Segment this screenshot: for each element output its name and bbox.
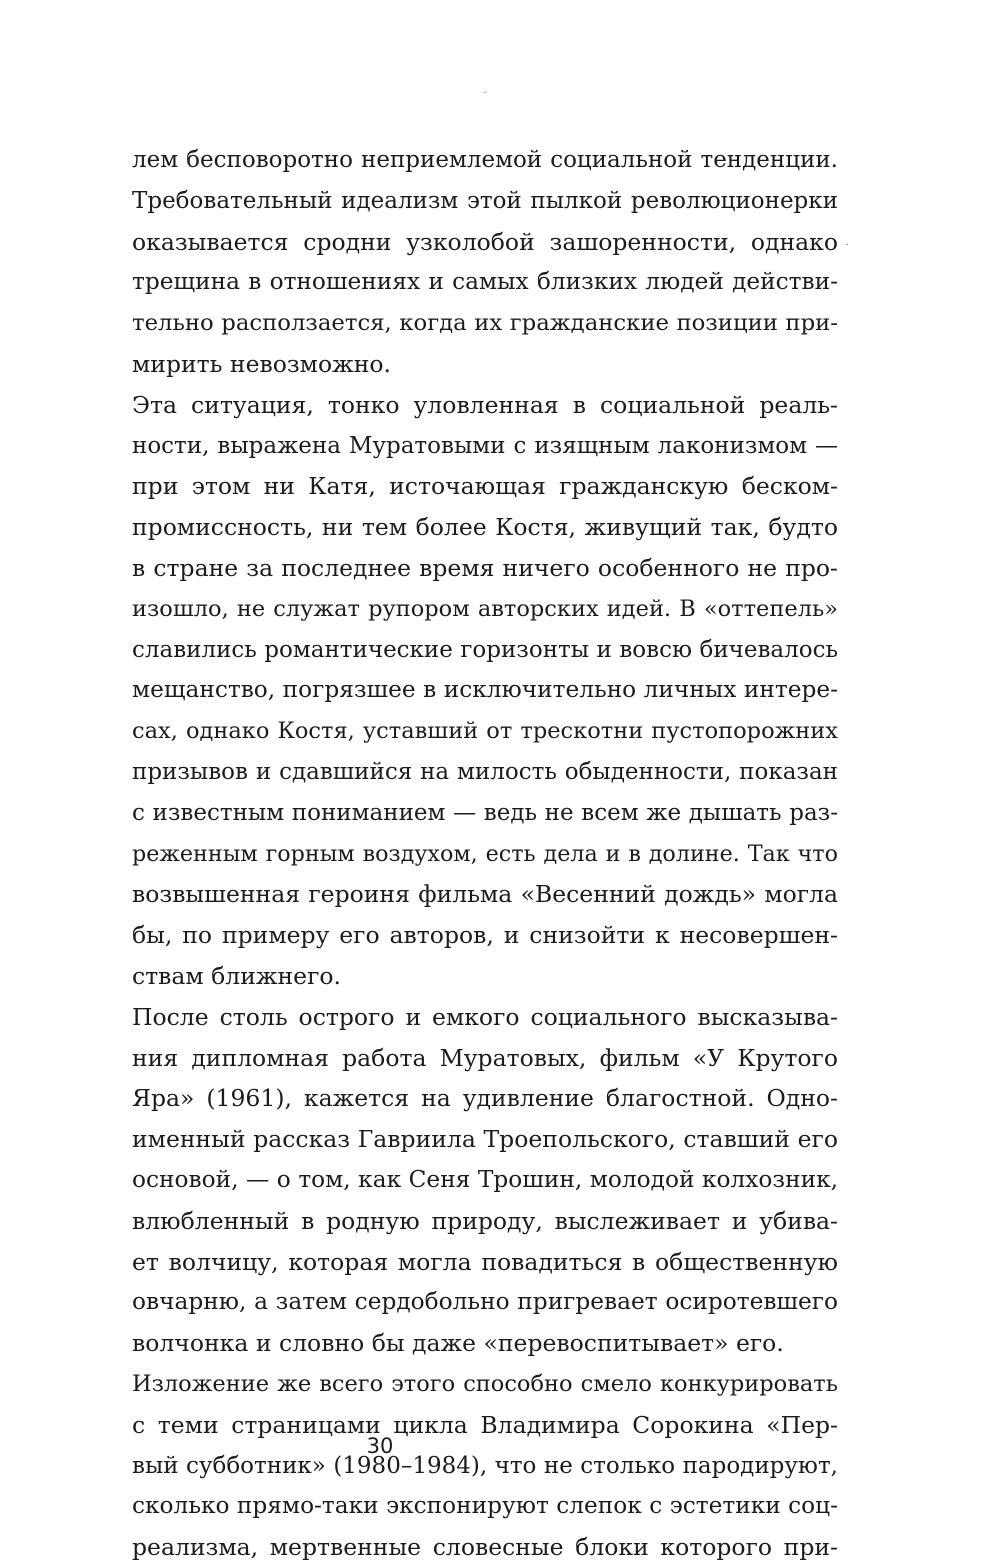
text-line: мещанство, погрязшее в исключительно личных интере- xyxy=(132,676,838,704)
text-line: оказывается сродни узколобой зашоренности, однако xyxy=(132,227,838,256)
text-line: мирить невозможно. xyxy=(132,349,392,378)
text-line: сколько прямо-таки экспонируют слепок с эстетики соц- xyxy=(132,1492,838,1520)
body-text xyxy=(132,140,838,1568)
text-line: сах, однако Костя, уставший от трескотни пустопорожних xyxy=(132,718,838,745)
text-line: ет волчицу, которая могла повадиться в общественную xyxy=(132,1247,838,1276)
text-line: реженным горным воздухом, есть дела и в долине. Так что xyxy=(132,840,838,867)
text-line: призывов и сдавшийся на милость обыденности, показан xyxy=(132,758,838,785)
text-line: лем бесповоротно неприемлемой социальной тенденции. xyxy=(132,147,838,173)
text-line: ности, выражена Муратовыми с изящным лаконизмом — xyxy=(132,432,838,459)
text-line: волчонка и словно бы даже «перевоспитывает» его. xyxy=(132,1329,784,1358)
text-line: в стране за последнее время ничего особенного не про- xyxy=(132,553,838,582)
text-line: тельно расползается, когда их гражданские позиции при- xyxy=(132,310,838,337)
text-line: Требовательный идеализм этой пылкой революционерки xyxy=(132,187,838,214)
page-number: 30 xyxy=(366,1434,394,1458)
text-line: ния дипломная работа Муратовых, фильм «У Крутого xyxy=(132,1043,838,1072)
text-line: промиссность, ни тем более Костя, живущий так, будто xyxy=(132,513,838,542)
text-line: с теми страницами цикла Владимира Сорокина «Пер- xyxy=(132,1410,838,1439)
text-line: Эта ситуация, тонко уловленная в социальной реаль- xyxy=(132,390,838,419)
text-line: при этом ни Катя, источающая гражданскую беском- xyxy=(132,472,838,501)
text-line: именный рассказ Гавриила Троепольского, ставший его xyxy=(132,1125,838,1154)
text-line: Изложение же всего этого способно смело конкурировать xyxy=(132,1370,838,1397)
text-line: овчарню, а затем сердобольно пригревает осиротевшего xyxy=(132,1288,838,1316)
text-line: изошло, не служат рупором авторских идей. В «оттепель» xyxy=(132,595,838,622)
text-line: возвышенная героиня фильма «Весенний дождь» могла xyxy=(132,880,838,909)
text-line: бы, по примеру его авторов, и снизойти к несовершен- xyxy=(132,921,838,950)
text-line: После столь острого и емкого социального высказыва- xyxy=(132,1002,838,1031)
text-line: славились романтические горизонты и вовсю бичевалось xyxy=(132,636,838,663)
text-line: реализма, мертвенные словесные блоки которого при- xyxy=(132,1533,838,1562)
text-line: Яра» (1961), кажется на удивление благостной. Одно- xyxy=(132,1084,838,1113)
scan-speck xyxy=(846,244,848,245)
text-line: трещина в отношениях и самых близких людей действи- xyxy=(132,268,838,296)
text-line: с известным пониманием — ведь не всем же дышать раз- xyxy=(132,799,838,826)
text-line: ствам ближнего. xyxy=(132,961,342,990)
text-line: влюбленный в родную природу, выслеживает и убива- xyxy=(132,1206,838,1235)
text-line: вый субботник» (1980–1984), что не столько пародируют, xyxy=(132,1452,838,1479)
scan-speck xyxy=(484,92,486,93)
text-line: основой, — о том, как Сеня Трошин, молодой колхозник, xyxy=(132,1165,838,1193)
